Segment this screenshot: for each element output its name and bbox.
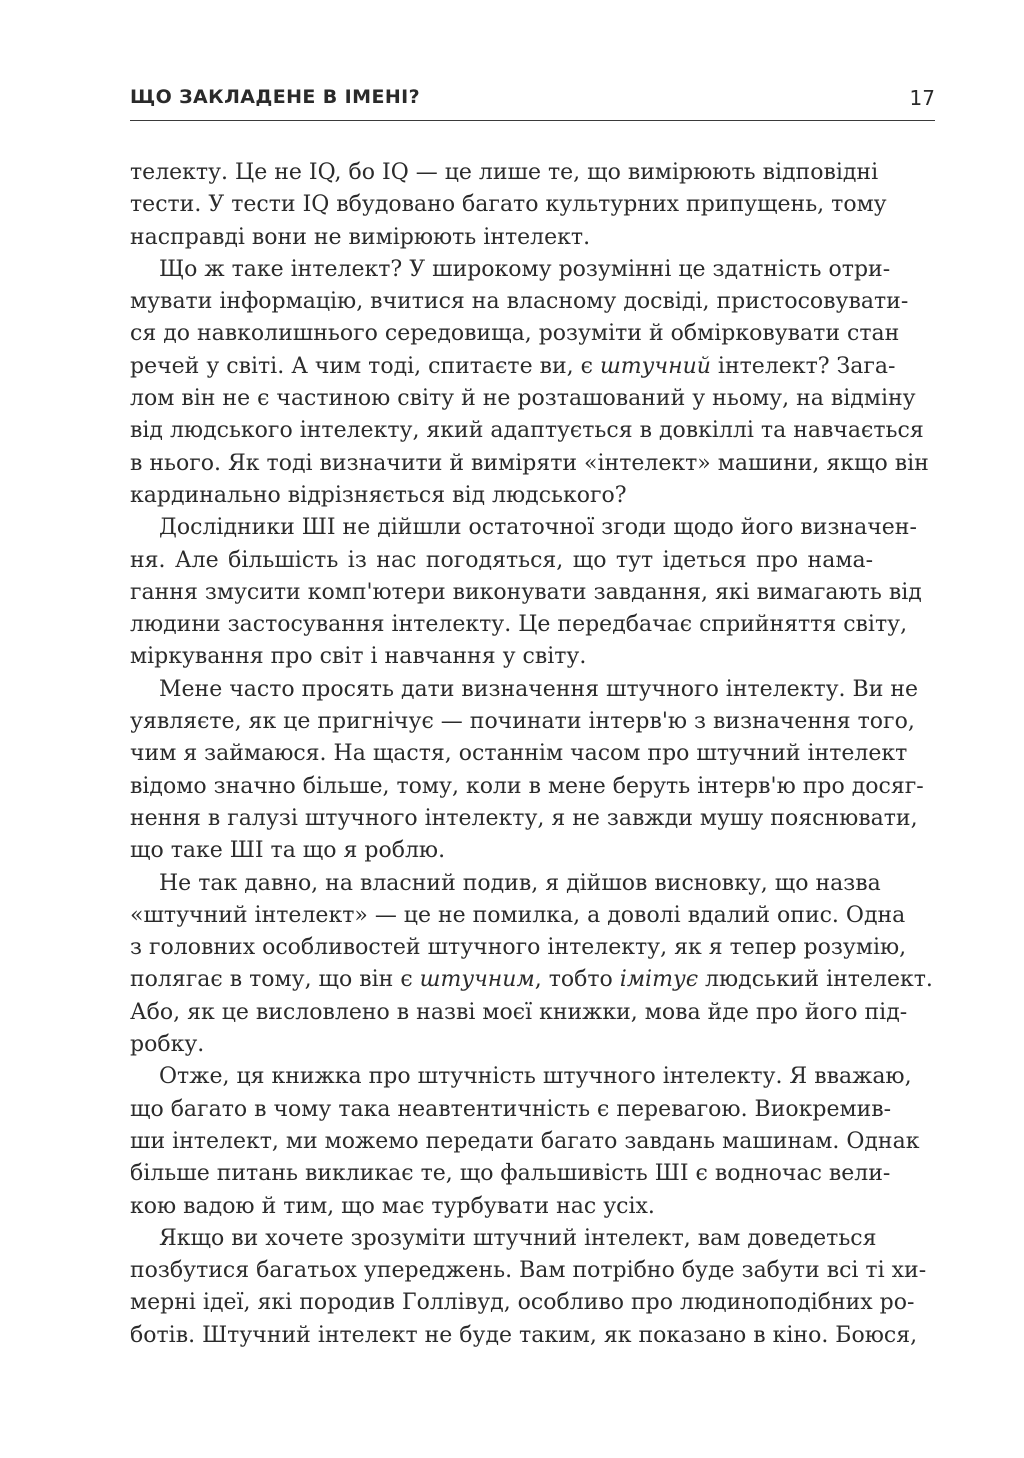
text-run: міркування про світ і навчання у світу. — [130, 644, 587, 670]
text-run: позбутися багатьох упереджень. Вам потрібно буде забути всі ті хи- — [130, 1258, 927, 1284]
paragraph — [130, 1061, 920, 1222]
text-line — [130, 997, 908, 1029]
italic-text: імітує — [619, 967, 699, 993]
italic-text: штучний — [599, 353, 711, 379]
text-run: Дослідники ШІ не дійшли остаточної згоди щодо його визначен- — [159, 515, 917, 541]
text-run: що таке ШІ та що я роблю. — [130, 838, 446, 864]
text-run: уявляєте, як це пригнічує — починати інтерв'ю з визначення того, — [130, 709, 915, 735]
text-run: телекту. Це не IQ, бо IQ — це лише те, що вимірюють відповідні — [130, 160, 879, 185]
text-line — [130, 286, 909, 318]
text-run: кардинально відрізняється від людського? — [130, 482, 627, 508]
paragraph — [130, 674, 924, 868]
text-line — [130, 1094, 892, 1126]
text-line — [130, 1061, 912, 1093]
text-line — [130, 254, 891, 286]
text-run: мерні ідеї, які породив Голлівуд, особливо про людиноподібних ро- — [130, 1290, 915, 1316]
text-line — [130, 512, 917, 544]
text-run: тести. У тести IQ вбудовано багато культурних припущень, тому — [130, 192, 887, 218]
text-run: ботів. Штучний інтелект не буде таким, як показано в кіно. Боюся, — [130, 1322, 918, 1348]
text-run: відомо значно більше, тому, коли в мене беруть інтерв'ю про досяг- — [130, 773, 924, 799]
body-text — [130, 157, 933, 1352]
text-run: лом він не є частиною світу й не розташований у ньому, на відміну — [130, 386, 916, 412]
text-run: людини застосування інтелекту. Це передбачає сприйняття світу, — [130, 612, 908, 638]
text-run: ня. Але більшість із нас погодяться, що тут ідеться про нама- — [130, 547, 873, 573]
text-line — [130, 1223, 877, 1255]
text-line — [130, 609, 908, 641]
text-run: Отже, ця книжка про штучність штучного інтелекту. Я вважаю, — [159, 1064, 912, 1090]
paragraph — [130, 254, 929, 512]
text-line — [130, 157, 879, 189]
text-run: полягає в тому, що він є — [130, 967, 420, 993]
text-line — [130, 641, 873, 673]
paragraph — [130, 512, 922, 673]
text-run: ся до навколишнього середовища, розуміти й обмірковувати стан — [130, 321, 900, 347]
text-run: в нього. Як тоді визначити й виміряти «інтелект» машини, якщо він — [130, 450, 929, 476]
text-line — [130, 835, 873, 867]
paragraph — [130, 868, 933, 1062]
text-run: мувати інформацію, вчитися на власному досвіді, пристосовувати- — [130, 289, 909, 315]
text-line — [130, 803, 918, 835]
text-line — [130, 415, 924, 447]
text-run: речей у світі. А чим тоді, спитаєте ви, є — [130, 353, 600, 379]
text-run: робку. — [130, 1032, 205, 1058]
running-header — [130, 86, 935, 121]
text-line — [130, 383, 916, 415]
text-run: Що ж таке інтелект? У широкому розумінні це здатність отри- — [159, 256, 891, 282]
text-run: Або, як це висловлено в назві моєї книжки, мова йде про його під- — [130, 999, 908, 1025]
text-run: ши інтелект, ми можемо передати багато завдань машинам. Однак — [130, 1128, 920, 1154]
text-line — [130, 448, 929, 480]
text-run: , тобто — [534, 967, 620, 993]
text-line — [130, 480, 873, 512]
text-line — [130, 1029, 873, 1061]
text-run: Мене часто просять дати визначення штучного інтелекту. Ви не — [159, 676, 919, 702]
text-line — [130, 351, 896, 383]
text-run: більше питань викликає те, що фальшивість ШІ є водночас вели- — [130, 1161, 891, 1187]
page-number: 17 — [909, 86, 935, 110]
paragraph — [130, 157, 887, 254]
text-run: з головних особливостей штучного інтелекту, як я тепер розумію, — [130, 935, 907, 961]
text-run: насправді вони не вимірюють інтелект. — [130, 224, 591, 250]
text-line — [130, 1287, 915, 1319]
text-line — [130, 1191, 873, 1223]
text-line — [130, 1126, 920, 1158]
text-run: гання змусити комп'ютери виконувати завдання, які вимагають від — [130, 579, 922, 605]
text-line — [130, 189, 887, 221]
text-line — [130, 1158, 891, 1190]
text-line — [130, 964, 933, 996]
text-line — [130, 577, 922, 609]
text-line — [130, 1320, 918, 1352]
text-run: Якщо ви хочете зрозуміти штучний інтелект, вам доведеться — [159, 1225, 877, 1251]
chapter-title: ЩО ЗАКЛАДЕНЕ В ІМЕНІ? — [130, 86, 421, 108]
text-line — [130, 771, 924, 803]
text-line — [130, 900, 906, 932]
text-line — [130, 318, 900, 350]
text-line — [130, 738, 908, 770]
text-run: Не так давно, на власний подив, я дійшов висновку, що назва — [159, 870, 881, 896]
text-line — [130, 545, 873, 577]
italic-text: штучним — [419, 967, 535, 993]
text-run: що багато в чому така неавтентичність є перевагою. Виокремив- — [130, 1096, 892, 1122]
text-run: людський інтелект. — [698, 967, 933, 993]
text-run: кою вадою й тим, що має турбувати нас усіх. — [130, 1193, 655, 1219]
text-line — [130, 674, 919, 706]
paragraph — [130, 1223, 927, 1352]
text-run: від людського інтелекту, який адаптується в довкіллі та навчається — [130, 418, 924, 444]
text-line — [130, 706, 915, 738]
text-run: «штучний інтелект» — це не помилка, а доволі вдалий опис. Одна — [130, 902, 906, 928]
text-line — [130, 1255, 927, 1287]
text-line — [130, 222, 873, 254]
text-line — [130, 868, 881, 900]
text-line — [130, 932, 907, 964]
text-run: інтелект? Зага- — [710, 353, 896, 379]
text-run: чим я займаюся. На щастя, останнім часом про штучний інтелект — [130, 741, 908, 767]
text-run: нення в галузі штучного інтелекту, я не завжди мушу пояснювати, — [130, 805, 918, 831]
